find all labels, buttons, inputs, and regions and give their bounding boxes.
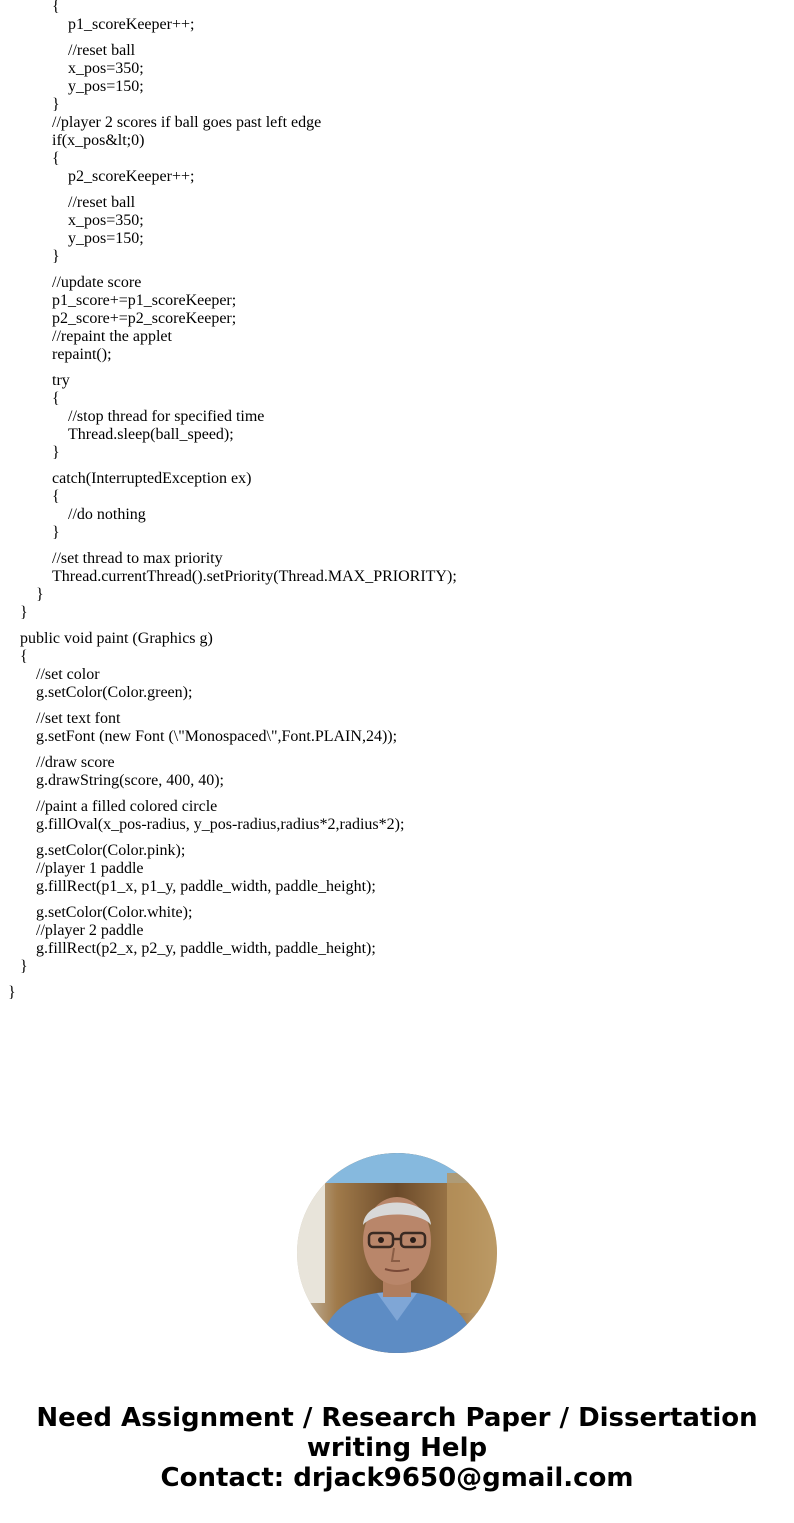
code-text: g.setColor(Color.green);: [36, 684, 193, 701]
code-text: //player 2 paddle: [36, 922, 144, 939]
blank-line: [0, 462, 794, 470]
code-text: {: [52, 390, 60, 407]
code-line: [0, 684, 794, 702]
code-line: [0, 444, 794, 462]
code-line: [0, 754, 794, 772]
code-text: x_pos=350;: [68, 212, 144, 229]
code-text: public void paint (Graphics g): [20, 630, 213, 647]
code-line: [0, 798, 794, 816]
code-line: [0, 60, 794, 78]
code-text: }: [52, 248, 60, 265]
code-line: [0, 666, 794, 684]
footer-line-2: writing Help: [306, 1433, 488, 1463]
code-text: y_pos=150;: [68, 78, 144, 95]
code-text: g.drawString(score, 400, 40);: [36, 772, 224, 789]
code-line: [0, 408, 794, 426]
blank-line: [0, 896, 794, 904]
code-text: //reset ball: [68, 194, 136, 211]
author-avatar: [297, 1153, 497, 1353]
footer-contact: Contact: drjack9650@gmail.com: [160, 1463, 634, 1493]
code-line: [0, 860, 794, 878]
code-text: }: [52, 444, 60, 461]
code-line: [0, 586, 794, 604]
code-line: [0, 194, 794, 212]
code-line: [0, 816, 794, 834]
code-text: //set thread to max priority: [52, 550, 223, 567]
code-text: {: [52, 150, 60, 167]
code-text: //player 1 paddle: [36, 860, 144, 877]
author-photo-icon: [297, 1153, 497, 1353]
code-line: [0, 648, 794, 666]
code-line: [0, 940, 794, 958]
code-text: //set text font: [36, 710, 121, 727]
blank-line: [0, 622, 794, 630]
code-text: //repaint the applet: [52, 328, 172, 345]
code-text: Thread.sleep(ball_speed);: [68, 426, 234, 443]
code-text: {: [52, 488, 60, 505]
code-line: [0, 248, 794, 266]
code-text: try: [52, 372, 70, 389]
code-line: [0, 132, 794, 150]
code-line: [0, 212, 794, 230]
code-text: Thread.currentThread().setPriority(Thread.MAX_PRIORITY);: [52, 568, 457, 585]
code-line: [0, 878, 794, 896]
code-text: {: [52, 0, 60, 15]
code-line: [0, 16, 794, 34]
code-line: [0, 568, 794, 586]
code-text: //reset ball: [68, 42, 136, 59]
code-line: [0, 328, 794, 346]
code-line: [0, 842, 794, 860]
code-text: {: [20, 648, 28, 665]
code-line: [0, 310, 794, 328]
code-text: }: [8, 984, 16, 1001]
code-line: [0, 710, 794, 728]
code-text: //stop thread for specified time: [68, 408, 265, 425]
code-text: g.setColor(Color.white);: [36, 904, 193, 921]
code-line: [0, 390, 794, 408]
code-text: catch(InterruptedException ex): [52, 470, 252, 487]
code-text: //update score: [52, 274, 142, 291]
code-text: }: [36, 586, 44, 603]
code-text: p1_score+=p1_scoreKeeper;: [52, 292, 237, 309]
blank-line: [0, 976, 794, 984]
code-text: }: [52, 96, 60, 113]
code-text: repaint();: [52, 346, 112, 363]
blank-line: [0, 364, 794, 372]
code-line: [0, 292, 794, 310]
code-line: [0, 630, 794, 648]
blank-line: [0, 790, 794, 798]
code-line: [0, 78, 794, 96]
code-line: [0, 426, 794, 444]
code-text: g.fillOval(x_pos-radius, y_pos-radius,radius*2,radius*2);: [36, 816, 405, 833]
code-line: [0, 550, 794, 568]
blank-line: [0, 34, 794, 42]
code-text: g.fillRect(p2_x, p2_y, paddle_width, paddle_height);: [36, 940, 376, 957]
code-line: [0, 922, 794, 940]
code-text: }: [52, 524, 60, 541]
code-line: [0, 470, 794, 488]
code-text: //set color: [36, 666, 100, 683]
code-line: [0, 0, 794, 16]
code-line: [0, 372, 794, 390]
code-text: p1_scoreKeeper++;: [68, 16, 195, 33]
code-line: [0, 96, 794, 114]
code-text: }: [20, 604, 28, 621]
code-line: [0, 150, 794, 168]
code-text: x_pos=350;: [68, 60, 144, 77]
footer-banner: [0, 1403, 794, 1493]
code-line: [0, 114, 794, 132]
code-text: p2_scoreKeeper++;: [68, 168, 195, 185]
blank-line: [0, 542, 794, 550]
code-text: //player 2 scores if ball goes past left edge: [52, 114, 322, 131]
code-text: //do nothing: [68, 506, 146, 523]
code-text: //draw score: [36, 754, 115, 771]
code-line: [0, 346, 794, 364]
code-line: [0, 488, 794, 506]
code-text: g.setFont (new Font (\"Monospaced\",Font.PLAIN,24));: [36, 728, 398, 745]
footer-line-1: Need Assignment / Research Paper / Dissertation: [36, 1403, 758, 1433]
code-line: [0, 524, 794, 542]
code-line: [0, 984, 794, 1002]
code-line: [0, 958, 794, 976]
code-line: [0, 42, 794, 60]
code-line: [0, 904, 794, 922]
code-line: [0, 274, 794, 292]
code-line: [0, 230, 794, 248]
blank-line: [0, 186, 794, 194]
blank-line: [0, 746, 794, 754]
blank-line: [0, 702, 794, 710]
code-line: [0, 506, 794, 524]
blank-line: [0, 266, 794, 274]
code-line: [0, 604, 794, 622]
code-text: y_pos=150;: [68, 230, 144, 247]
code-text: g.fillRect(p1_x, p1_y, paddle_width, paddle_height);: [36, 878, 376, 895]
code-text: }: [20, 958, 28, 975]
code-text: p2_score+=p2_scoreKeeper;: [52, 310, 237, 327]
code-text: //paint a filled colored circle: [36, 798, 218, 815]
blank-line: [0, 834, 794, 842]
code-line: [0, 728, 794, 746]
code-text: if(x_pos&lt;0): [52, 132, 145, 149]
code-line: [0, 168, 794, 186]
code-line: [0, 772, 794, 790]
code-text: g.setColor(Color.pink);: [36, 842, 186, 859]
